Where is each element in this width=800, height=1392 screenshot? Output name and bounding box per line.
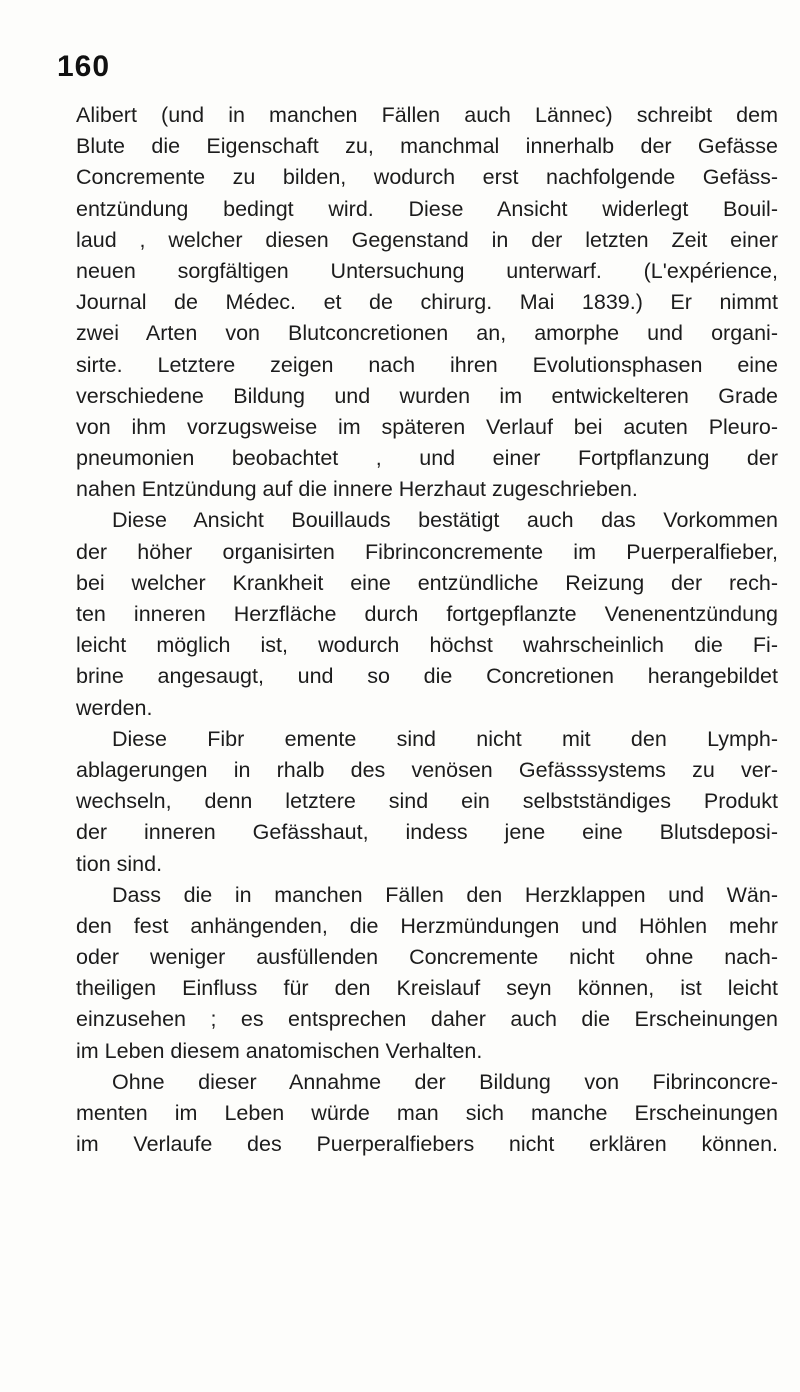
text-line: Diese Fibr emente sind nicht mit den Lymph- <box>112 726 778 751</box>
text-line: Dass die in manchen Fällen den Herzklappen und Wän- <box>112 882 778 907</box>
text-line: neuen sorgfältigen Untersuchung unterwarf. (L'expérience, <box>76 258 778 283</box>
text-line: pneumonien beobachtet , und einer Fortpflanzung der <box>76 446 778 471</box>
text-line: tion sind. <box>76 851 163 876</box>
text-line: Alibert (und in manchen Fällen auch Lännec) schreibt dem <box>76 103 778 127</box>
text-line: werden. <box>76 695 153 720</box>
paragraph-5 <box>76 1067 778 1161</box>
text-line: im Leben diesem anatomischen Verhalten. <box>76 1038 483 1063</box>
text-line: laud , welcher diesen Gegenstand in der letzten Zeit einer <box>76 227 778 252</box>
text-line: Journal de Médec. et de chirurg. Mai 1839.) Er nimmt <box>76 290 778 315</box>
text-line: oder weniger ausfüllenden Concremente nicht ohne nach- <box>76 945 778 970</box>
text-line: bei welcher Krankheit eine entzündliche Reizung der rech- <box>76 570 778 595</box>
paragraph-1 <box>76 100 778 505</box>
text-line: entzündung bedingt wird. Diese Ansicht widerlegt Bouil- <box>76 196 778 221</box>
text-line: nahen Entzündung auf die innere Herzhaut zugeschrieben. <box>76 477 638 502</box>
paragraph-2 <box>76 505 778 723</box>
text-line: ablagerungen in rhalb des venösen Gefässsystems zu ver- <box>76 757 778 782</box>
paragraph-3 <box>76 724 778 880</box>
text-line: wechseln, denn letztere sind ein selbstständiges Produkt <box>76 789 778 814</box>
text-line: Blute die Eigenschaft zu, manchmal innerhalb der Gefässe <box>76 134 778 159</box>
text-line: verschiedene Bildung und wurden im entwickelteren Grade <box>76 383 778 408</box>
text-line: Diese Ansicht Bouillauds bestätigt auch das Vorkommen <box>112 508 778 533</box>
text-line: zwei Arten von Blutconcretionen an, amorphe und organi- <box>76 321 778 346</box>
text-line: den fest anhängenden, die Herzmündungen und Höhlen mehr <box>76 913 778 938</box>
text-line: Concremente zu bilden, wodurch erst nachfolgende Gefäss- <box>76 165 778 190</box>
paragraph-4 <box>76 880 778 1067</box>
text-line: einzusehen ; es entsprechen daher auch die Erscheinungen <box>76 1007 778 1032</box>
body-text <box>76 100 778 1160</box>
text-line: der höher organisirten Fibrinconcremente im Puerperalfieber, <box>76 539 778 564</box>
text-line: der inneren Gefässhaut, indess jene eine Blutsdeposi- <box>76 820 778 845</box>
text-line: brine angesaugt, und so die Concretionen herangebildet <box>76 664 778 689</box>
text-line: ten inneren Herzfläche durch fortgepflanzte Venenentzündung <box>76 602 778 626</box>
page-number: 160 <box>57 50 111 83</box>
text-line: menten im Leben würde man sich manche Erscheinungen <box>76 1101 778 1125</box>
text-line: leicht möglich ist, wodurch höchst wahrscheinlich die Fi- <box>76 633 778 658</box>
text-line: theiligen Einfluss für den Kreislauf seyn können, ist leicht <box>76 976 778 1001</box>
text-line: von ihm vorzugsweise im späteren Verlauf bei acuten Pleuro- <box>76 414 778 439</box>
text-line: Ohne dieser Annahme der Bildung von Fibrinconcre- <box>112 1069 778 1094</box>
text-line: im Verlaufe des Puerperalfiebers nicht erklären können. <box>76 1132 778 1157</box>
text-line: sirte. Letztere zeigen nach ihren Evolutionsphasen eine <box>76 352 778 377</box>
